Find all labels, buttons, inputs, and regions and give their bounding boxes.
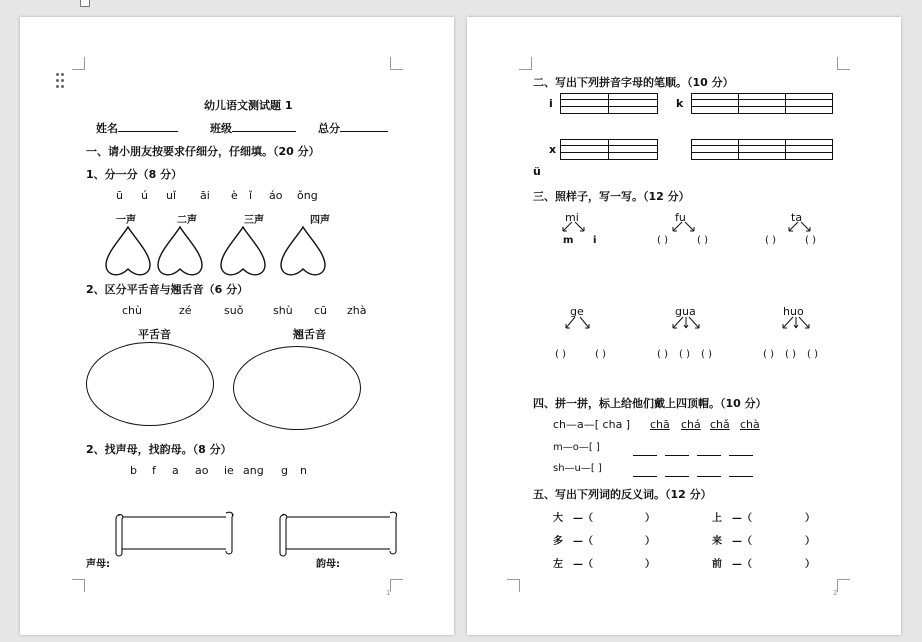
syllable: gua xyxy=(675,305,696,318)
split-arrows-3 xyxy=(669,316,703,330)
stroke-letter: x xyxy=(549,143,557,156)
syllable-part: i xyxy=(593,235,597,246)
antonym-word: 上 xyxy=(712,513,722,524)
q3-letter: ang xyxy=(243,464,264,477)
antonym-close: ） xyxy=(645,513,655,524)
antonym-word: 左 xyxy=(553,559,563,570)
answer-blank[interactable]: ( ) xyxy=(657,235,668,246)
initials-label: 声母: xyxy=(86,559,110,570)
score-label: 总分 xyxy=(318,122,340,135)
q1-letter: ú xyxy=(141,189,148,202)
section1-heading: 一、请小朋友按要求仔细分，仔细填。（20 分） xyxy=(86,145,320,158)
antonym-dash: —（ xyxy=(732,536,752,547)
split-arrows xyxy=(563,316,593,330)
writing-grid[interactable] xyxy=(560,139,658,160)
split-arrows xyxy=(785,221,815,233)
drag-handle-icon[interactable] xyxy=(56,73,66,89)
q3-letter: ie xyxy=(224,464,234,477)
answer-blank[interactable]: ( ) xyxy=(765,235,776,246)
antonym-word: 大 xyxy=(553,513,563,524)
tone-blanks[interactable] xyxy=(633,441,761,460)
heart-shape xyxy=(219,225,267,279)
antonym-dash: —（ xyxy=(732,559,752,570)
q3-letter: ao xyxy=(195,464,209,477)
tone-label: 二声 xyxy=(177,215,197,226)
answer-blank[interactable]: ( ) xyxy=(785,349,796,360)
syllable: mi xyxy=(565,211,579,224)
heart-shape xyxy=(104,225,152,279)
q2-word: suǒ xyxy=(224,304,244,317)
document-page-2 xyxy=(467,17,901,635)
q3-letter: f xyxy=(152,464,156,477)
crop-mark xyxy=(390,57,403,70)
stroke-letter: i xyxy=(549,97,553,110)
pinyin-row: sh—u—[ ] xyxy=(553,463,602,474)
heart-shape xyxy=(279,225,327,279)
page-number: 2 xyxy=(833,589,838,597)
q2-heading: 2、区分平舌音与翘舌音（6 分） xyxy=(86,283,249,296)
q1-letter: è xyxy=(231,189,238,202)
q1-letter: áo xyxy=(269,189,283,202)
antonym-close: ） xyxy=(805,559,815,570)
syllable-part: m xyxy=(563,235,574,246)
flat-tongue-label: 平舌音 xyxy=(138,328,171,341)
antonym-dash: —（ xyxy=(732,513,752,524)
syllable: ta xyxy=(791,211,803,224)
q2-word: shù xyxy=(273,304,293,317)
page-title: 幼儿语文测试题 1 xyxy=(204,99,293,112)
finals-label: 韵母: xyxy=(316,559,340,570)
antonym-dash: —（ xyxy=(573,536,593,547)
name-field[interactable] xyxy=(96,120,178,136)
section2-heading: 二、写出下列拼音字母的笔顺。（10 分） xyxy=(533,76,734,89)
stroke-letter: k xyxy=(676,97,684,110)
curled-tongue-label: 翘舌音 xyxy=(293,328,326,341)
crop-mark xyxy=(519,57,532,70)
antonym-dash: —（ xyxy=(573,513,593,524)
q3-letter: g xyxy=(281,464,288,477)
antonym-close: ） xyxy=(805,513,815,524)
syllable: fu xyxy=(675,211,686,224)
q1-heading: 1、分一分（8 分） xyxy=(86,168,183,181)
antonym-close: ） xyxy=(645,536,655,547)
tone-label: 一声 xyxy=(116,215,136,226)
curled-tongue-oval xyxy=(233,346,361,430)
tone-example: chǎ xyxy=(710,418,730,431)
stroke-letter: ü xyxy=(533,165,541,178)
writing-grid[interactable] xyxy=(560,93,658,114)
q3-heading: 2、找声母，找韵母。（8 分） xyxy=(86,443,232,456)
answer-blank[interactable]: ( ) xyxy=(805,235,816,246)
flat-tongue-oval xyxy=(86,342,214,426)
crop-mark xyxy=(837,579,850,592)
crop-mark xyxy=(72,57,85,70)
document-page-1 xyxy=(20,17,454,635)
syllable: huo xyxy=(783,305,804,318)
tone-example: chā xyxy=(650,418,670,431)
class-label: 班级 xyxy=(210,122,232,135)
split-arrows xyxy=(669,221,699,233)
q3-letter: n xyxy=(300,464,307,477)
section4-heading: 四、拼一拼，标上给他们戴上四顶帽。（10 分） xyxy=(533,397,767,410)
top-checkbox[interactable] xyxy=(80,0,90,7)
writing-grid[interactable] xyxy=(691,139,833,160)
crop-mark xyxy=(837,57,850,70)
antonym-word: 前 xyxy=(712,559,722,570)
split-arrows xyxy=(559,221,589,233)
tone-example: chà xyxy=(740,418,760,431)
crop-mark xyxy=(390,579,403,592)
name-label: 姓名 xyxy=(96,122,118,135)
scroll-banner xyxy=(114,511,238,557)
answer-blank[interactable]: ( ) xyxy=(763,349,774,360)
score-field[interactable] xyxy=(318,120,388,136)
antonym-word: 来 xyxy=(712,536,722,547)
answer-blank[interactable]: ( ) xyxy=(595,349,606,360)
syllable: ge xyxy=(570,305,584,318)
answer-blank[interactable]: ( ) xyxy=(679,349,690,360)
split-arrows-3 xyxy=(779,316,813,330)
answer-blank[interactable]: ( ) xyxy=(657,349,668,360)
q3-letter: b xyxy=(130,464,137,477)
q2-word: chù xyxy=(122,304,142,317)
antonym-word: 多 xyxy=(553,536,563,547)
q1-letter: ǐ xyxy=(249,189,253,202)
q2-word: zhà xyxy=(347,304,367,317)
tone-blanks[interactable] xyxy=(633,462,761,481)
pinyin-example: ch—a—[ cha ] xyxy=(553,418,631,431)
q3-letter: a xyxy=(172,464,179,477)
antonym-dash: —（ xyxy=(573,559,593,570)
q2-word: cū xyxy=(314,304,328,317)
answer-blank[interactable]: ( ) xyxy=(807,349,818,360)
antonym-close: ） xyxy=(805,536,815,547)
answer-blank[interactable]: ( ) xyxy=(555,349,566,360)
q2-word: zé xyxy=(179,304,192,317)
q1-letter: uǐ xyxy=(166,189,177,202)
scroll-banner xyxy=(278,511,402,557)
antonym-close: ） xyxy=(645,559,655,570)
pinyin-row: m—o—[ ] xyxy=(553,442,600,453)
q1-letter: ǒng xyxy=(297,189,318,202)
section3-heading: 三、照样子，写一写。（12 分） xyxy=(533,190,690,203)
answer-blank[interactable]: ( ) xyxy=(701,349,712,360)
writing-grid[interactable] xyxy=(691,93,833,114)
section5-heading: 五、写出下列词的反义词。（12 分） xyxy=(533,488,712,501)
q1-letter: āi xyxy=(200,189,210,202)
heart-shape xyxy=(156,225,204,279)
crop-mark xyxy=(507,579,520,592)
answer-blank[interactable]: ( ) xyxy=(697,235,708,246)
class-field[interactable] xyxy=(210,120,296,136)
tone-label: 四声 xyxy=(310,215,330,226)
tone-example: chá xyxy=(681,418,701,431)
page-number: 1 xyxy=(386,589,391,597)
crop-mark xyxy=(72,579,85,592)
q1-letter: ū xyxy=(116,189,123,202)
tone-label: 三声 xyxy=(244,215,264,226)
